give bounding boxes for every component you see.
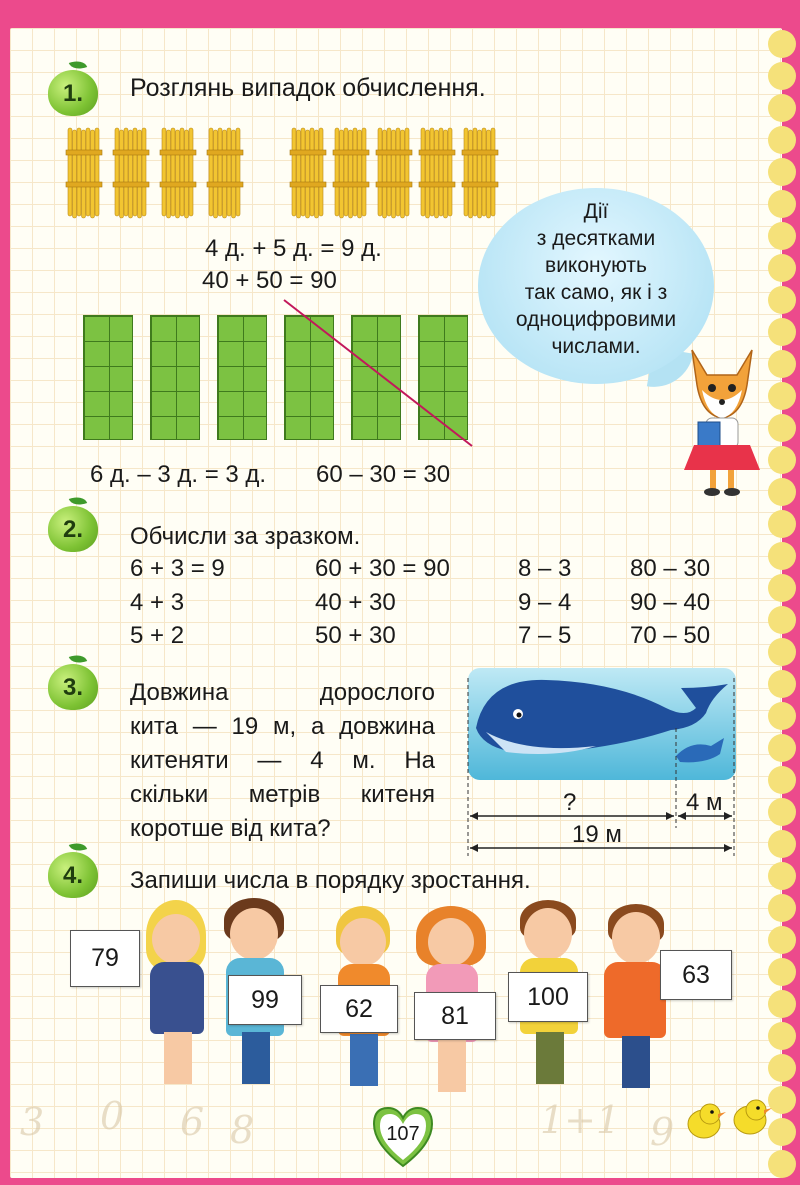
task-number-badge [48, 64, 100, 116]
problem-text-line: коротше від кита? [130, 815, 331, 842]
exercise-cell: 8 – 3 [518, 555, 572, 582]
exercise-cell: 40 + 30 [315, 589, 396, 616]
straw-bundle [160, 128, 196, 218]
fox-illustration [672, 340, 772, 500]
calf-length-label: 4 м [686, 789, 723, 816]
bubble-text: числами. [551, 335, 641, 358]
equation-addition: 40 + 50 = 90 [202, 267, 337, 294]
cross-out-line [280, 296, 480, 452]
equation-tens-addition: 4 д. + 5 д. = 9 д. [205, 235, 382, 262]
task-number: 2. [62, 516, 83, 543]
task-title: Обчисли за зразком. [130, 523, 361, 550]
chicks-illustration [680, 1090, 780, 1150]
task-title: Запиши числа в порядку зростання. [130, 867, 531, 894]
straw-bundle [113, 128, 149, 218]
whale-length-label: 19 м [572, 821, 622, 848]
equation-tens-subtraction: 6 д. – 3 д. = 3 д. [90, 461, 267, 488]
bubble-text: так само, як і з [524, 281, 668, 304]
decorative-digit: 1+1 [540, 1098, 621, 1142]
exercise-cell: 90 – 40 [630, 589, 711, 616]
straw-bundle [207, 128, 243, 218]
bubble-text: одноцифровими [515, 308, 677, 331]
ten-grid-card [83, 315, 133, 440]
bubble-text: з десятками [536, 227, 656, 250]
problem-text-line: китеняти — 4 м. На [130, 747, 435, 774]
page-number: 107 [386, 1123, 420, 1145]
decorative-digit: 9 [650, 1110, 675, 1154]
task-number-badge [48, 658, 100, 710]
straw-bundle [376, 128, 412, 218]
number-card: 100 [508, 972, 588, 1022]
exercise-cell: 70 – 50 [630, 622, 711, 649]
exercise-cell: 80 – 30 [630, 555, 711, 582]
number-card: 63 [660, 950, 732, 1000]
equation-subtraction: 60 – 30 = 30 [316, 461, 451, 488]
exercise-cell: 5 + 2 [130, 622, 185, 649]
straw-bundles [60, 122, 510, 222]
exercise-cell: 60 + 30 = 90 [315, 555, 450, 582]
exercise-cell: 7 – 5 [518, 622, 572, 649]
decorative-digit: 3 [20, 1100, 45, 1144]
exercise-cell: 4 + 3 [130, 589, 185, 616]
ten-grid-card [150, 315, 200, 440]
task-number: 1. [62, 80, 83, 107]
straw-bundle [333, 128, 369, 218]
straw-bundle [419, 128, 455, 218]
exercise-cell: 6 + 3 = 9 [130, 555, 225, 582]
task-number-badge [48, 500, 100, 552]
problem-text-line: Довжина дорослого [130, 679, 435, 706]
bubble-text: виконують [545, 254, 647, 277]
bubble-text: Дії [583, 200, 609, 223]
number-card: 99 [228, 975, 302, 1025]
task-number: 3. [62, 674, 83, 701]
number-card: 62 [320, 985, 398, 1033]
number-card: 79 [70, 930, 140, 987]
exercise-cell: 9 – 4 [518, 589, 572, 616]
decorative-digit: 6 [180, 1100, 205, 1144]
problem-text-line: скільки метрів китеня [130, 781, 435, 808]
straw-bundle [290, 128, 326, 218]
task-number: 4. [62, 862, 83, 889]
problem-text-line: кита — 19 м, а довжина [130, 713, 435, 740]
unknown-length-label: ? [563, 789, 577, 816]
number-card: 81 [414, 992, 496, 1040]
decorative-digit: 0 [100, 1094, 125, 1138]
task-title: Розглянь випадок обчислення. [130, 74, 486, 102]
ten-grid-card [217, 315, 267, 440]
straw-bundle [66, 128, 102, 218]
decorative-digit: 8 [230, 1108, 255, 1152]
exercise-cell: 50 + 30 [315, 622, 396, 649]
task-number-badge [48, 846, 100, 898]
